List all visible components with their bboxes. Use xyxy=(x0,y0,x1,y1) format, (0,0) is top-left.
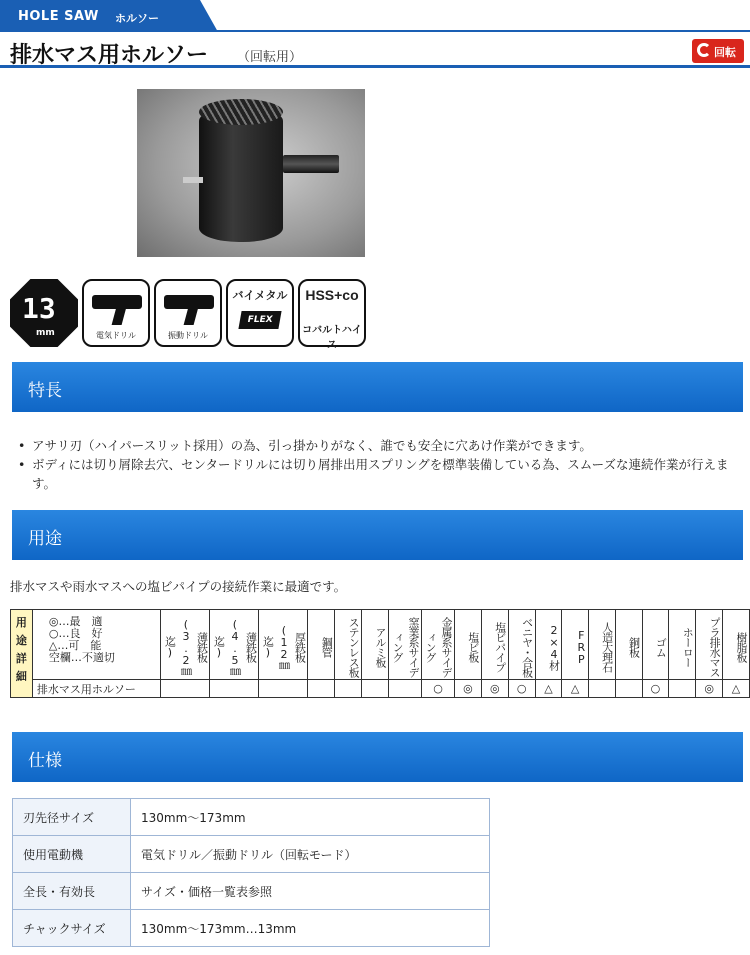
hole-saw-body xyxy=(199,107,283,242)
section-header-spec xyxy=(12,732,743,782)
header-tab-bar xyxy=(0,0,750,32)
section-header-usage xyxy=(12,510,743,560)
hole-saw-shank xyxy=(283,155,339,173)
usage-column-header: 鋼管 xyxy=(308,610,335,680)
center-drill xyxy=(183,177,203,183)
usage-cell xyxy=(210,680,259,698)
usage-table xyxy=(10,609,750,698)
usage-cell xyxy=(259,680,308,698)
usage-column-header: プラ排水マス xyxy=(696,610,723,680)
usage-column-header: 窯業系サイディング xyxy=(389,610,422,680)
usage-cell xyxy=(588,680,615,698)
usage-column-header: 塩ビパイプ xyxy=(481,610,508,680)
electric-drill-label: 電気ドリル xyxy=(96,331,136,340)
usage-cell: △ xyxy=(562,680,588,698)
shank-size-unit: mm xyxy=(36,328,55,338)
usage-column-header: 薄鉄板(4.5㎜迄) xyxy=(210,610,259,680)
usage-column-header: FRP xyxy=(562,610,588,680)
title-bar xyxy=(0,34,750,68)
rotation-badge xyxy=(692,39,744,63)
spec-table xyxy=(12,798,490,947)
table-row: 使用電動機 電気ドリル／振動ドリル（回転モード） xyxy=(13,836,490,873)
rotation-icon xyxy=(697,43,711,57)
usage-column-header: 樹脂板 xyxy=(723,610,750,680)
usage-cell: △ xyxy=(723,680,750,698)
usage-cell xyxy=(308,680,335,698)
usage-column-header: アルミ板 xyxy=(362,610,389,680)
usage-side-label: 用 途 詳 細 xyxy=(11,610,33,698)
section-title: 特長 xyxy=(28,381,62,401)
tab-en-label: HOLE SAW xyxy=(18,9,99,24)
product-photo xyxy=(137,89,365,257)
usage-cell: ○ xyxy=(508,680,535,698)
header-tab xyxy=(0,0,200,32)
features-list xyxy=(18,436,738,493)
list-item: • ボディには切り屑除去穴、センタードリルには切り屑排出用スプリングを標準装備している為、スムーズな連続作業が行えます。 xyxy=(18,455,738,493)
usage-column-header: 金属系サイディング xyxy=(422,610,455,680)
table-row: 刃先径サイズ 130mm～173mm xyxy=(13,799,490,836)
usage-text: 排水マスや雨水マスへの塩ビパイプの接続作業に最適です。 xyxy=(10,579,347,594)
usage-column-header: 銅板 xyxy=(615,610,642,680)
usage-legend: ◎…最 適 ○…良 好 △…可 能 空欄…不適切 xyxy=(32,610,161,680)
usage-column-header: ゴム xyxy=(642,610,669,680)
vibration-drill-icon xyxy=(154,279,222,347)
bimetal-icon xyxy=(226,279,294,347)
usage-cell: ◎ xyxy=(455,680,482,698)
usage-column-header: ベニヤ・合板 xyxy=(508,610,535,680)
hss-label: HSS+co xyxy=(305,287,359,303)
section-title: 仕様 xyxy=(28,751,62,771)
usage-column-header: 薄鉄板(3.2㎜迄) xyxy=(161,610,210,680)
cobalt-label: コバルトハイス xyxy=(302,325,362,351)
usage-column-header: ステンレス板 xyxy=(335,610,362,680)
usage-cell: ○ xyxy=(422,680,455,698)
flex-tag: FLEX xyxy=(238,311,281,329)
page-subtitle: （回転用） xyxy=(237,50,303,65)
usage-cell xyxy=(161,680,210,698)
tab-jp-label: ホルソー xyxy=(115,12,159,25)
usage-cell xyxy=(362,680,389,698)
usage-cell xyxy=(389,680,422,698)
usage-cell: ○ xyxy=(642,680,669,698)
electric-drill-icon xyxy=(82,279,150,347)
usage-column-header: 2×4材 xyxy=(535,610,562,680)
usage-column-header: 塩ビ板 xyxy=(455,610,482,680)
usage-cell: ◎ xyxy=(481,680,508,698)
section-header-features xyxy=(12,362,743,412)
usage-cell xyxy=(335,680,362,698)
vibration-drill-label: 振動ドリル xyxy=(168,331,208,340)
usage-column-header: ホーロー xyxy=(669,610,696,680)
usage-cell xyxy=(669,680,696,698)
section-title: 用途 xyxy=(28,529,62,549)
usage-column-header: 人造大理石 xyxy=(588,610,615,680)
usage-row-name: 排水マス用ホルソー xyxy=(32,680,161,698)
usage-column-header: 厚鉄板(12㎜迄) xyxy=(259,610,308,680)
usage-cell: ◎ xyxy=(696,680,723,698)
hole-saw-teeth xyxy=(199,99,283,125)
bimetal-label: バイメタル xyxy=(232,289,288,302)
rotation-badge-label: 回転 xyxy=(714,46,736,59)
table-row: チャックサイズ 130mm～173mm…13mm xyxy=(13,910,490,947)
usage-cell xyxy=(615,680,642,698)
hss-cobalt-icon xyxy=(298,279,366,351)
usage-cell: △ xyxy=(535,680,562,698)
shank-size-number: 13 xyxy=(22,292,56,325)
page-title: 排水マス用ホルソー xyxy=(10,43,209,68)
list-item: • アサリ刃（ハイパースリット採用）の為、引っ掛かりがなく、誰でも安全に穴あけ作業ができます。 xyxy=(18,436,738,455)
shank-size-icon xyxy=(10,279,78,347)
table-row: 全長・有効長 サイズ・価格一覧表参照 xyxy=(13,873,490,910)
